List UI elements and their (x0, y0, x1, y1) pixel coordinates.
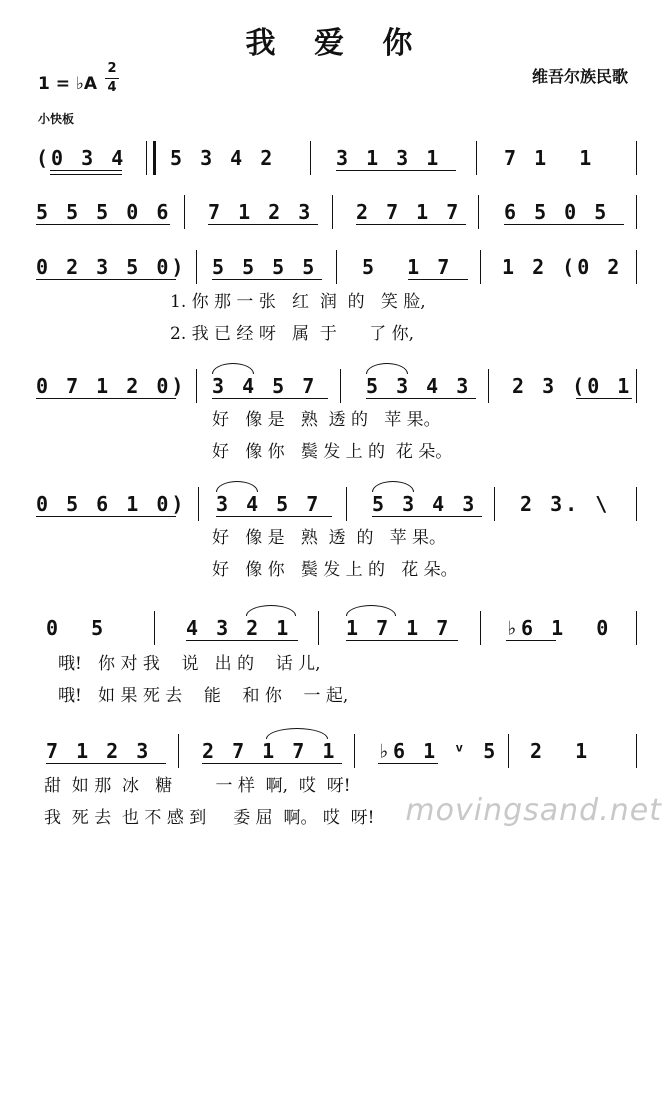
measure: 2 1 (530, 739, 591, 763)
measure: 3 1 3 1 (336, 146, 442, 170)
barline (184, 195, 185, 229)
beam-underline (208, 224, 318, 225)
measure: 5 3 4 2 (170, 146, 276, 170)
beam-underline (366, 398, 476, 399)
tempo-marking: 小快板 (38, 112, 75, 126)
beam-underline (186, 640, 298, 641)
barline (178, 734, 179, 768)
barline (480, 611, 481, 645)
barline (154, 611, 155, 645)
lyric-verse-2: 好 像 你 鬓 发 上 的 花 朵。 (212, 442, 453, 462)
beam-underline (212, 279, 322, 280)
measure: 6 5 0 5 (504, 200, 610, 224)
measure: 0 7 1 2 0) (36, 374, 187, 398)
barline (488, 369, 489, 403)
beam-underline (36, 398, 176, 399)
time-signature (104, 60, 120, 97)
barline (196, 369, 197, 403)
notation-line-1 (36, 145, 644, 171)
barline (198, 487, 199, 521)
beam-underline (336, 170, 456, 171)
measure: 1 7 1 7 (346, 616, 452, 640)
measure: (0 3 4 (36, 146, 127, 170)
beam-underline (36, 279, 176, 280)
beam-underline (36, 224, 170, 225)
slur (346, 605, 396, 616)
measure: 5 3 4 3 (372, 492, 478, 516)
measure: 5 5 5 0 6 (36, 200, 172, 224)
lyric-verse-1: 甜 如 那 冰 糖 一 样 啊, 哎 呀! (44, 776, 351, 796)
measure: 7 1 2 3 (46, 739, 152, 763)
barline (636, 141, 637, 175)
measure: 5 3 4 3 (366, 374, 472, 398)
watermark: movingsand.net (405, 793, 662, 828)
lyric-verse-1: 哦! 你 对 我 说 出 的 话 儿, (58, 654, 321, 674)
lyric-verse-2: 2. 我 已 经 呀 属 于 了 你, (170, 324, 415, 344)
barline (636, 369, 637, 403)
lyric-verse-2: 哦! 如 果 死 去 能 和 你 一 起, (58, 686, 349, 706)
song-origin: 维吾尔族民歌 (531, 67, 628, 86)
beam-underline (346, 640, 458, 641)
measure: 3 4 5 7 (212, 374, 318, 398)
measure: 7 1 2 3 (208, 200, 314, 224)
lyric-verse-1: 好 像 是 熟 透 的 苹 果。 (212, 528, 447, 548)
lyric-verse-2: 好 像 你 鬓 发 上 的 花 朵。 (212, 560, 458, 580)
barline (318, 611, 319, 645)
slur (366, 363, 408, 374)
beam-underline (576, 398, 632, 399)
beam-underline (408, 279, 468, 280)
measure: 2 3. \ (520, 492, 611, 516)
barline (354, 734, 355, 768)
measure: 0 2 3 5 0) (36, 255, 187, 279)
measure: ♭6 1 ᵛ 5 (378, 739, 499, 763)
barline (336, 250, 337, 284)
beam-underline (504, 224, 624, 225)
measure: 2 3 (0 1 (512, 374, 633, 398)
barline (480, 250, 481, 284)
beam-underline (50, 170, 122, 171)
slur (216, 481, 258, 492)
beam-underline (50, 174, 122, 175)
barline (508, 734, 509, 768)
measure: 0 5 (46, 616, 107, 640)
meter-bottom: 4 (107, 80, 117, 95)
barline (346, 487, 347, 521)
beam-underline (356, 224, 466, 225)
notation-line-3 (36, 254, 644, 280)
barline (478, 195, 479, 229)
barline (310, 141, 311, 175)
beam-underline (202, 763, 342, 764)
repeat-start-barline (146, 141, 156, 175)
key-signature: 1 = ♭A (38, 74, 98, 94)
barline (476, 141, 477, 175)
barline (636, 250, 637, 284)
beam-underline (506, 640, 556, 641)
measure: 2 7 1 7 1 (202, 739, 338, 763)
beam-underline (46, 763, 166, 764)
notation-line-2 (36, 199, 644, 225)
beam-underline (216, 516, 332, 517)
slur (212, 363, 254, 374)
slur (266, 728, 328, 739)
notation-line-6 (36, 615, 644, 641)
beam-underline (378, 763, 438, 764)
slur (372, 481, 414, 492)
barline (494, 487, 495, 521)
lyric-verse-1: 1. 你 那 一 张 红 润 的 笑 脸, (170, 292, 426, 312)
barline (636, 487, 637, 521)
barline (340, 369, 341, 403)
lyric-verse-1: 好 像 是 熟 透 的 苹 果。 (212, 410, 441, 430)
lyric-verse-2: 我 死 去 也 不 感 到 委 屈 啊。 哎 呀! (44, 808, 375, 828)
measure: 1 2 (0 2 (502, 255, 623, 279)
beam-underline (372, 516, 482, 517)
measure: 0 5 6 1 0) (36, 492, 187, 516)
barline (636, 611, 637, 645)
measure: 4 3 2 1 (186, 616, 292, 640)
barline (636, 734, 637, 768)
barline (332, 195, 333, 229)
measure: 7 1 1 (504, 146, 595, 170)
measure: 2 7 1 7 (356, 200, 462, 224)
measure: 5 1 7 (362, 255, 453, 279)
beam-underline (36, 516, 176, 517)
beam-underline (212, 398, 328, 399)
meter-top: 2 (107, 61, 117, 76)
song-title: 我 爱 你 (245, 26, 427, 61)
barline (196, 250, 197, 284)
notation-line-7 (36, 738, 644, 764)
measure: ♭6 1 0 (506, 616, 612, 640)
notation-line-4 (36, 373, 644, 399)
measure: 3 4 5 7 (216, 492, 322, 516)
slur (246, 605, 296, 616)
barline (636, 195, 637, 229)
notation-line-5 (36, 491, 644, 517)
measure: 5 5 5 5 (212, 255, 318, 279)
